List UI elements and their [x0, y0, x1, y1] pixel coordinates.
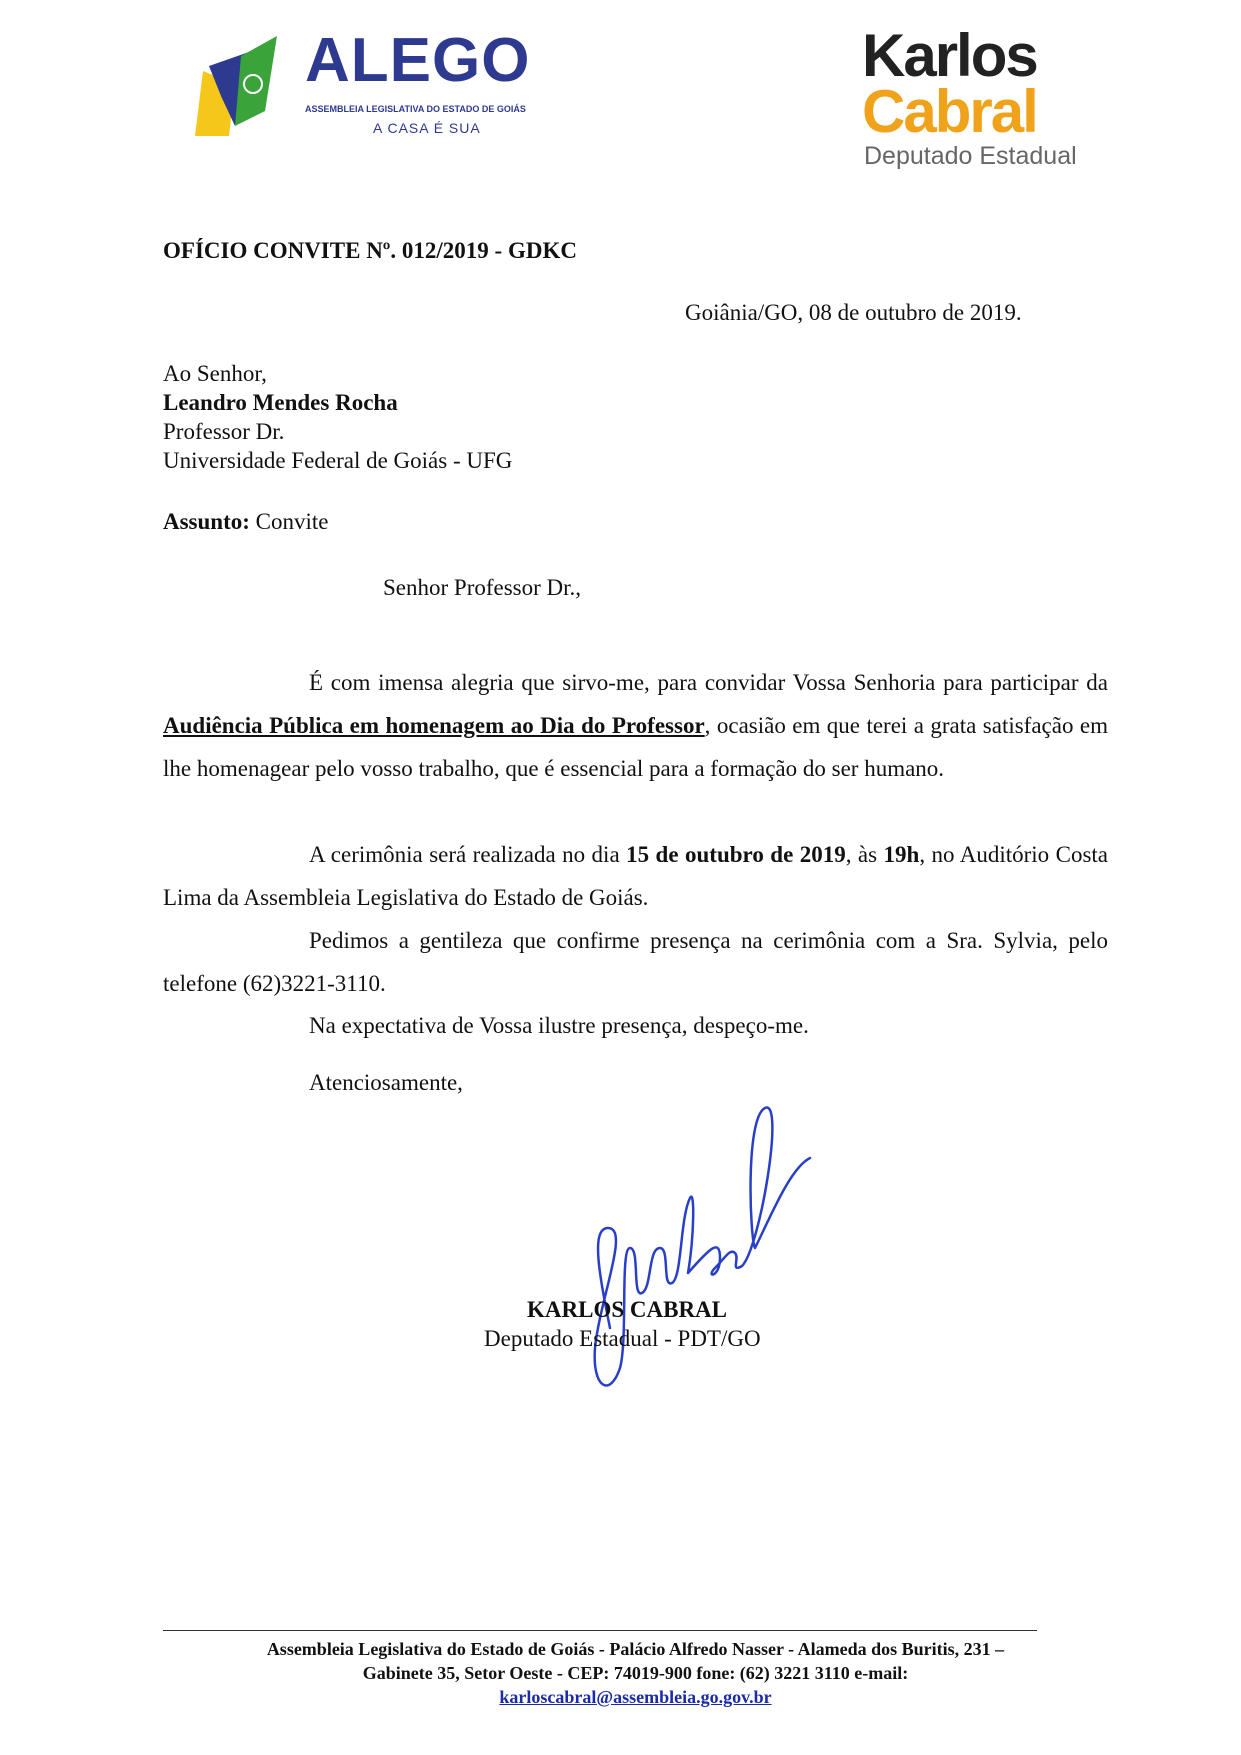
handwritten-signature [570, 1098, 820, 1398]
alego-emblem-icon [195, 36, 277, 136]
paragraph-rsvp-text: Pedimos a gentileza que confirme presença na cerimônia com a Sra. Sylvia, pelo telefone (62)3221-3110. [163, 928, 1108, 996]
footer-email-line [163, 1685, 1108, 1709]
alego-subtitle: ASSEMBLEIA LEGISLATIVA DO ESTADO DE GOIÁS [305, 104, 526, 114]
alego-slogan: A CASA É SUA [373, 120, 481, 136]
footer-address-line-2: Gabinete 35, Setor Oeste - CEP: 74019-900 fone: (62) 3221 3110 e-mail: [362, 1663, 909, 1683]
subject-line [163, 508, 329, 536]
paragraph-farewell: Na expectativa de Vossa ilustre presença, despeço-me. [309, 1013, 809, 1038]
recipient-name: Leandro Mendes Rocha [163, 390, 398, 415]
alego-wordmark: ALEGO [305, 26, 531, 95]
footer-address-line-1: Assembleia Legislativa do Estado de Goiás - Palácio Alfredo Nasser - Alameda dos Buritis, 231 – [266, 1639, 1005, 1659]
subject-label: Assunto: [163, 509, 250, 534]
paragraph-ceremony [163, 833, 1108, 919]
paragraph-ceremony-text-2: , às [845, 842, 884, 867]
closing: Atenciosamente, [309, 1070, 463, 1095]
signer-role: Deputado Estadual - PDT/GO [484, 1326, 761, 1351]
alego-logo [195, 26, 540, 140]
recipient-salutation: Ao Senhor, [163, 361, 267, 386]
paragraph-invitation-text-2: , ocasião em que terei a grata satisfação em lhe homenagear pelo vosso trabalho, que é essencial para a formação do ser humano. [163, 713, 1108, 781]
event-name-highlight: Audiência Pública em homenagem ao Dia do Professor [163, 713, 705, 738]
paragraph-ceremony-text-1: A cerimônia será realizada no dia [309, 842, 627, 867]
signer-name: KARLOS CABRAL [527, 1297, 728, 1322]
footer-email-link[interactable]: karloscabral@assembleia.go.gov.br [499, 1687, 772, 1707]
logo-last-name: Cabral [862, 78, 1037, 145]
document-title: OFÍCIO CONVITE Nº. 012/2019 - GDKC [163, 238, 577, 263]
event-date: 15 de outubro de 2019 [626, 842, 846, 867]
logo-first-name: Karlos [862, 22, 1037, 89]
footer-divider [163, 1630, 1037, 1631]
paragraph-rsvp [163, 919, 1108, 1005]
event-time: 19h [883, 842, 920, 867]
greeting: Senhor Professor Dr., [383, 575, 582, 600]
karlos-cabral-logo [862, 22, 1082, 176]
logo-role: Deputado Estadual [864, 142, 1077, 170]
recipient-institution: Universidade Federal de Goiás - UFG [163, 448, 513, 473]
recipient-title: Professor Dr. [163, 419, 285, 444]
paragraph-ceremony-text-3: , no Auditório Costa Lima da Assembleia Legislativa do Estado de Goiás. [163, 842, 1109, 910]
date-line: Goiânia/GO, 08 de outubro de 2019. [685, 300, 1022, 325]
subject-value: Convite [255, 509, 329, 534]
paragraph-invitation-text-1: É com imensa alegria que sirvo-me, para convidar Vossa Senhoria para participar da [309, 670, 1108, 695]
paragraph-invitation [163, 661, 1108, 790]
